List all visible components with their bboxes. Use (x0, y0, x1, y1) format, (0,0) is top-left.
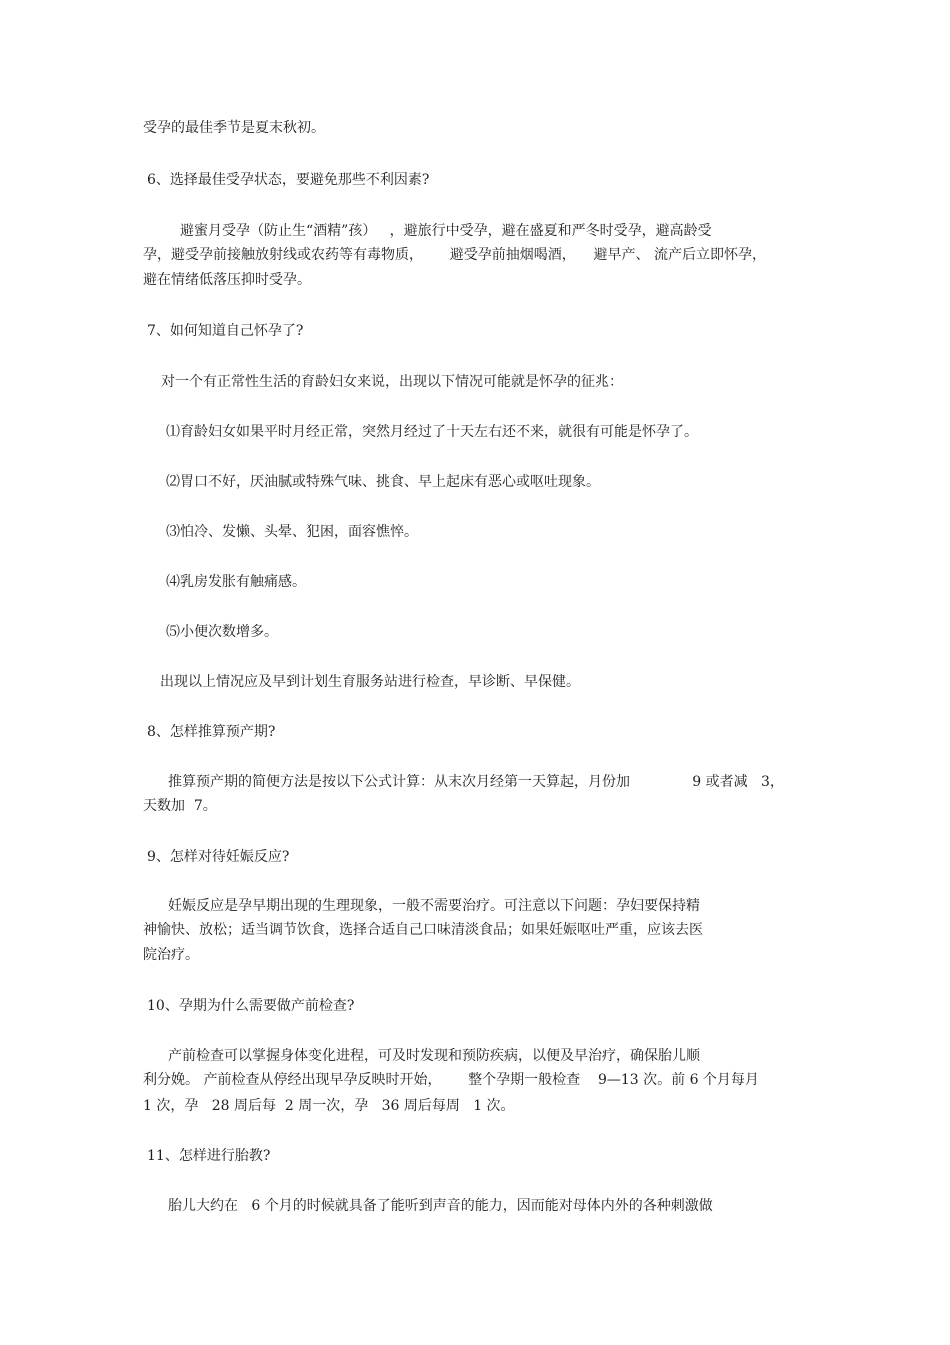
list-item: ⑵胃口不好，厌油腻或特殊气味、挑食、早上起床有恶心或呕吐现象。 (166, 474, 600, 490)
text-line: 受孕的最佳季节是夏末秋初。 (143, 120, 325, 136)
text-line: 对一个有正常性生活的育龄妇女来说，出现以下情况可能就是怀孕的征兆： (161, 374, 623, 390)
question-heading: 7、如何知道自己怀孕了? (147, 323, 304, 339)
question-heading: 10、孕期为什么需要做产前检查? (147, 998, 355, 1014)
text-line: 孕，避受孕前接触放射线或农药等有毒物质， 避受孕前抽烟喝酒， 避早产、 流产后立即怀孕， (143, 247, 766, 263)
text-line: 利分娩。 产前检查从停经出现早孕反映时开始， 整个孕期一般检查 9—13 次。前 6 个月每月 (143, 1072, 759, 1088)
question-heading: 9、怎样对待妊娠反应? (147, 849, 290, 865)
question-heading: 11、怎样进行胎教? (147, 1148, 271, 1164)
list-item: ⑴育龄妇女如果平时月经正常，突然月经过了十天左右还不来，就很有可能是怀孕了。 (166, 424, 698, 440)
question-heading: 8、怎样推算预产期? (147, 724, 276, 740)
text-line: 1 次，孕 28 周后每 2 周一次，孕 36 周后每周 1 次。 (143, 1098, 515, 1114)
text-line: 妊娠反应是孕早期出现的生理现象，一般不需要治疗。可注意以下问题：孕妇要保持精 (168, 898, 700, 914)
text-line: 推算预产期的简便方法是按以下公式计算：从末次月经第一天算起，月份加 9 或者减 3， (168, 774, 784, 790)
text-line: 避蜜月受孕（防止生“酒精”孩） ，避旅行中受孕，避在盛夏和严冬时受孕，避高龄受 (180, 223, 712, 239)
text-line: 避在情绪低落压抑时受孕。 (143, 272, 311, 288)
list-item: ⑷乳房发胀有触痛感。 (166, 574, 306, 590)
question-heading: 6、选择最佳受孕状态，要避免那些不利因素? (147, 172, 430, 188)
list-item: ⑶怕冷、发懒、头晕、犯困，面容憔悴。 (166, 524, 418, 540)
text-line: 院治疗。 (143, 947, 199, 963)
text-line: 出现以上情况应及早到计划生育服务站进行检查，早诊断、早保健。 (160, 674, 580, 690)
text-line: 天数加 7。 (143, 798, 217, 814)
text-line: 产前检查可以掌握身体变化进程，可及时发现和预防疾病，以便及早治疗，确保胎儿顺 (168, 1048, 700, 1064)
text-line: 胎儿大约在 6 个月的时候就具备了能听到声音的能力，因而能对母体内外的各种刺激做 (168, 1198, 713, 1214)
list-item: ⑸小便次数增多。 (166, 624, 278, 640)
text-line: 神愉快、放松；适当调节饮食，选择合适自己口味清淡食品；如果妊娠呕吐严重，应该去医 (143, 922, 703, 938)
